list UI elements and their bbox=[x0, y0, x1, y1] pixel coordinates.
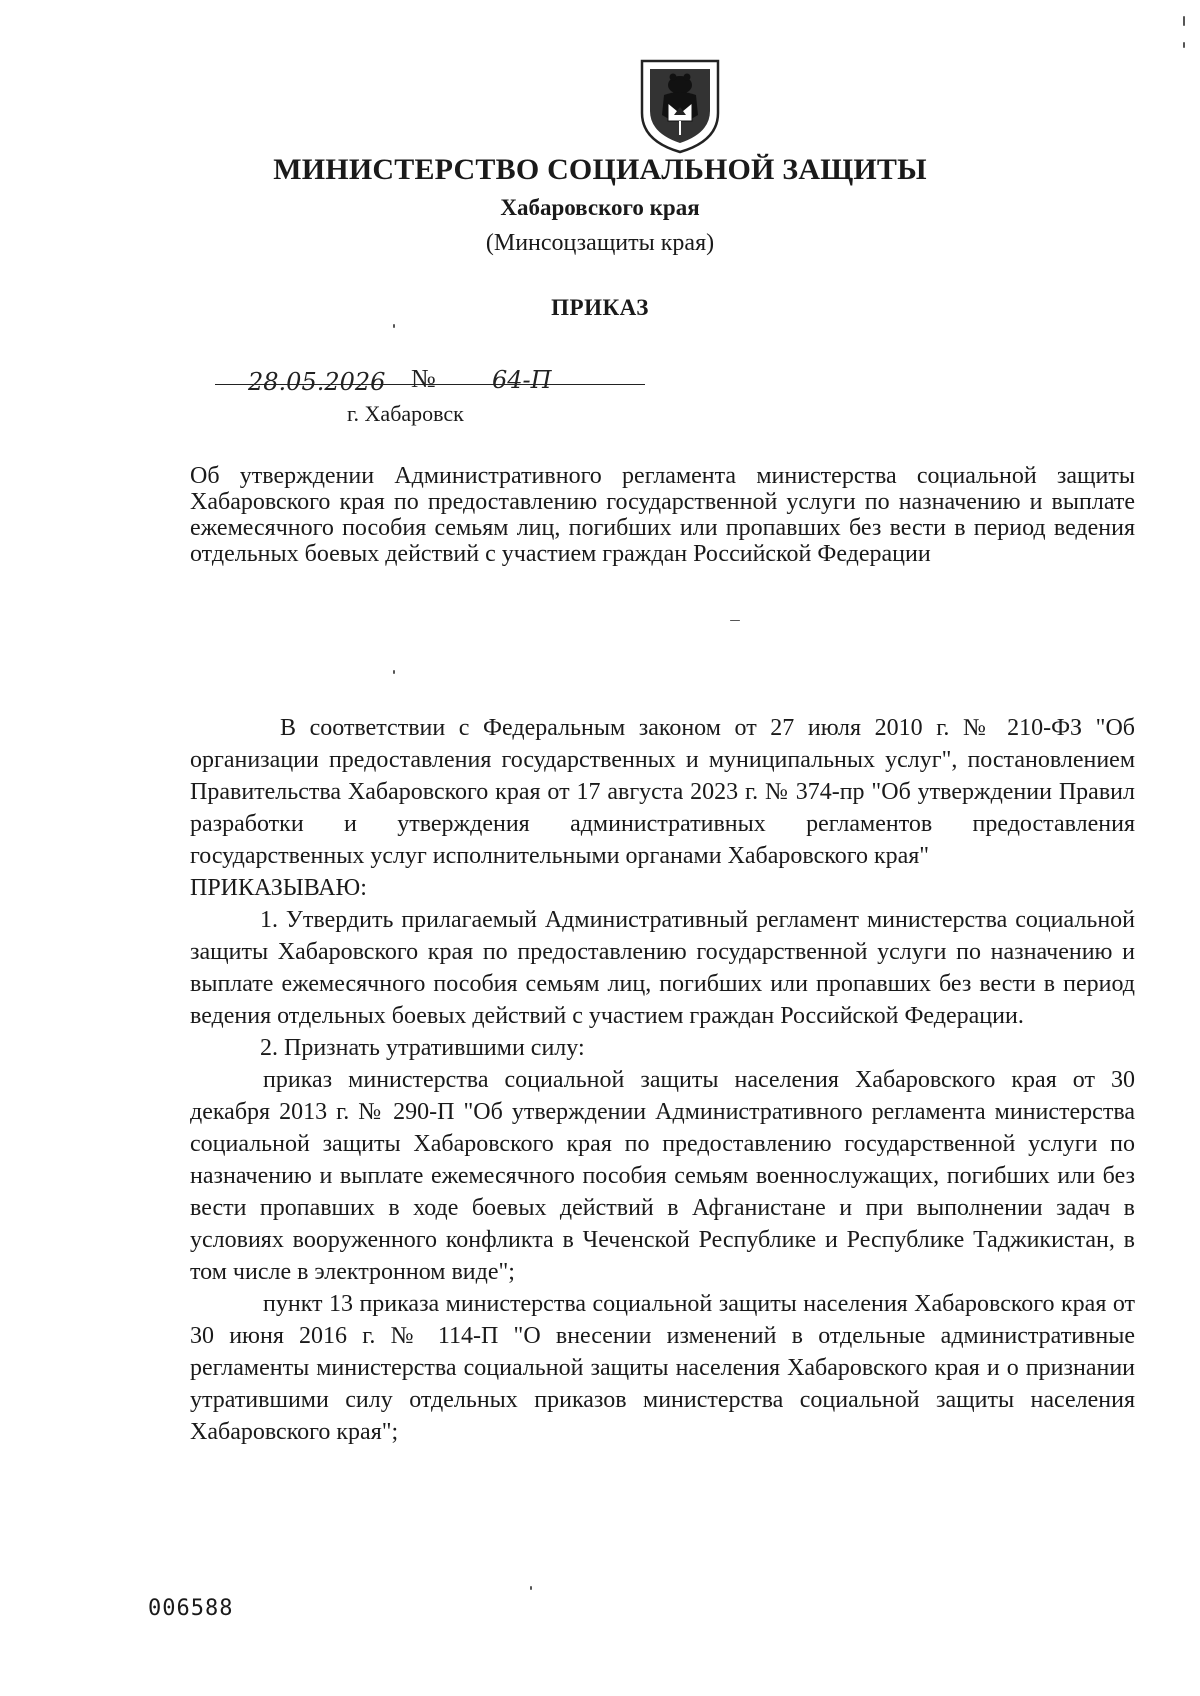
item-2a-paragraph: приказ министерства социальной защиты населения Хабаровского края от 30 декабря 2013 г. № 290-П "Об утверждении Административного регламента министерства социальной защиты Хабаровского края по предоставлению государственной услуги по назначению и выплате ежемесячного пособия семьям военнослужащих, погибших или без вести пропавших в ходе боевых действий в Афганистане и при выполнении задач в условиях вооруженного конфликта в Чеченской Республике и Республике Таджикистан, в том числе в электронном виде"; bbox=[190, 1067, 1135, 1285]
number-sign: № bbox=[411, 364, 436, 393]
city-name: г. Хабаровск bbox=[347, 401, 464, 426]
ministry-short-name: (Минсоцзащиты края) bbox=[485, 230, 715, 256]
order-subject: Об утверждении Административного регламента министерства социальной защиты Хабаровского края по предоставлению государственной услуги по назначению и выплате ежемесячного пособия семьям лиц, погибших или пропавших без вести в период ведения отдельных боевых действий с участием граждан Российской Федерации bbox=[190, 463, 1135, 567]
item-1-paragraph: 1. Утвердить прилагаемый Административный регламент министерства социальной защиты Хабаровского края по предоставлению государственной услуги по назначению и выплате ежемесячного пособия семьям лиц, погибших или пропавших без вести в период ведения отдельных боевых действий с участием граждан Российской Федерации. bbox=[190, 907, 1135, 1029]
scan-speck bbox=[1183, 42, 1185, 48]
scan-speck bbox=[730, 620, 740, 621]
ministry-title: МИНИСТЕРСТВО СОЦИАЛЬНОЙ ЗАЩИТЫ bbox=[273, 153, 927, 186]
item-2-paragraph: 2. Признать утратившими силу: bbox=[260, 1035, 585, 1061]
preamble-paragraph: В соответствии с Федеральным законом от 27 июля 2010 г. № 210-ФЗ "Об организации предоставления государственных и муниципальных услуг", постановлением Правительства Хабаровского края от 17 августа 2023 г. № 374-пр "Об утверждении Правил разработки и утверждения административных регламентов предоставления государственных услуг исполнительными органами Хабаровского края" bbox=[190, 715, 1135, 869]
scan-speck bbox=[393, 670, 395, 674]
order-body bbox=[190, 712, 1135, 1448]
scan-speck bbox=[393, 324, 395, 328]
scan-speck bbox=[1183, 16, 1185, 26]
document-type: ПРИКАЗ bbox=[551, 295, 649, 320]
region-name: Хабаровского края bbox=[500, 195, 700, 220]
item-2b-paragraph: пункт 13 приказа министерства социальной защиты населения Хабаровского края от 30 июня 2016 г. № 114-П "О внесении изменений в отдельные административные регламенты министерства социальной защиты населения Хабаровского края и о признании утратившими силу отдельных приказов министерства социальной защиты населения Хабаровского края"; bbox=[190, 1291, 1135, 1445]
document-code: 006588 bbox=[148, 1596, 234, 1621]
order-date: 28.05.2026 bbox=[248, 368, 386, 396]
order-word: ПРИКАЗЫВАЮ: bbox=[190, 875, 367, 901]
coat-of-arms-emblem bbox=[638, 55, 722, 155]
scan-speck bbox=[530, 1586, 532, 1590]
order-number: 64-П bbox=[492, 366, 552, 394]
